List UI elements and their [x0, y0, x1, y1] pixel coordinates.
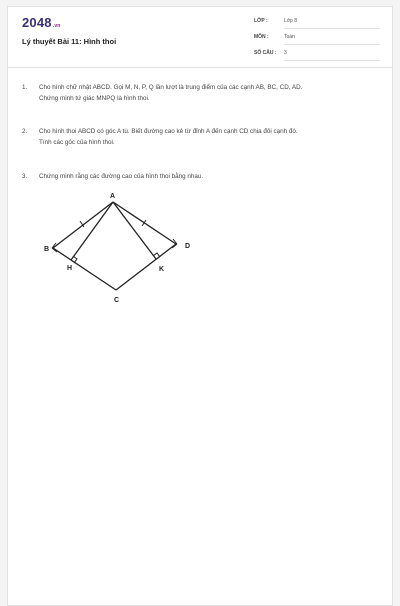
question-number: 1.	[22, 84, 28, 91]
question-text	[39, 126, 369, 148]
meta-row-subject	[254, 31, 384, 47]
rhombus-figure	[42, 187, 202, 309]
worksheet-header	[8, 7, 392, 68]
meta-label: LỚP :	[254, 18, 268, 24]
question-line: Cho hình chữ nhật ABCD. Gọi M, N, P, Q lần lượt là trung điểm của các cạnh AB, BC, CD, AD.	[39, 84, 303, 91]
altitude-ah	[71, 202, 113, 260]
logo-tld: .vn	[52, 23, 61, 29]
question-line: Cho hình thoi ABCD có góc A tù. Biết đường cao kẻ từ đỉnh A đến cạnh CD chia đôi cạnh đó.	[39, 128, 298, 135]
point-label-d: D	[185, 243, 191, 250]
meta-row-count	[254, 47, 384, 63]
point-label-a: A	[110, 193, 116, 200]
point-label-h: H	[67, 265, 73, 272]
meta-value: 3	[284, 50, 380, 61]
question-line: Tính các góc của hình thoi.	[39, 139, 115, 146]
question-number: 3.	[22, 173, 28, 180]
question-text	[39, 82, 369, 104]
question-line: Chứng minh tứ giác MNPQ là hình thoi.	[39, 95, 150, 102]
question-text	[39, 171, 369, 182]
question-number: 2.	[22, 128, 28, 135]
worksheet-page	[7, 6, 393, 606]
meta-row-class	[254, 15, 384, 31]
site-logo[interactable]	[22, 15, 61, 30]
side-bc	[53, 248, 116, 290]
altitude-ak	[113, 202, 156, 259]
meta-label: MÔN :	[254, 34, 269, 40]
worksheet-meta	[254, 15, 384, 63]
question-line: Chứng minh rằng các đường cao của hình thoi bằng nhau.	[39, 173, 204, 180]
point-label-b: B	[44, 246, 50, 253]
point-label-c: C	[114, 297, 120, 304]
page-title: Lý thuyết Bài 11: Hình thoi	[22, 37, 117, 46]
logo-main: 2048	[22, 15, 52, 30]
side-cd	[116, 244, 176, 290]
meta-label: SỐ CÂU :	[254, 50, 277, 56]
point-label-k: K	[159, 266, 165, 273]
meta-value: Toán	[284, 34, 380, 45]
meta-value: Lớp 8	[284, 18, 380, 29]
